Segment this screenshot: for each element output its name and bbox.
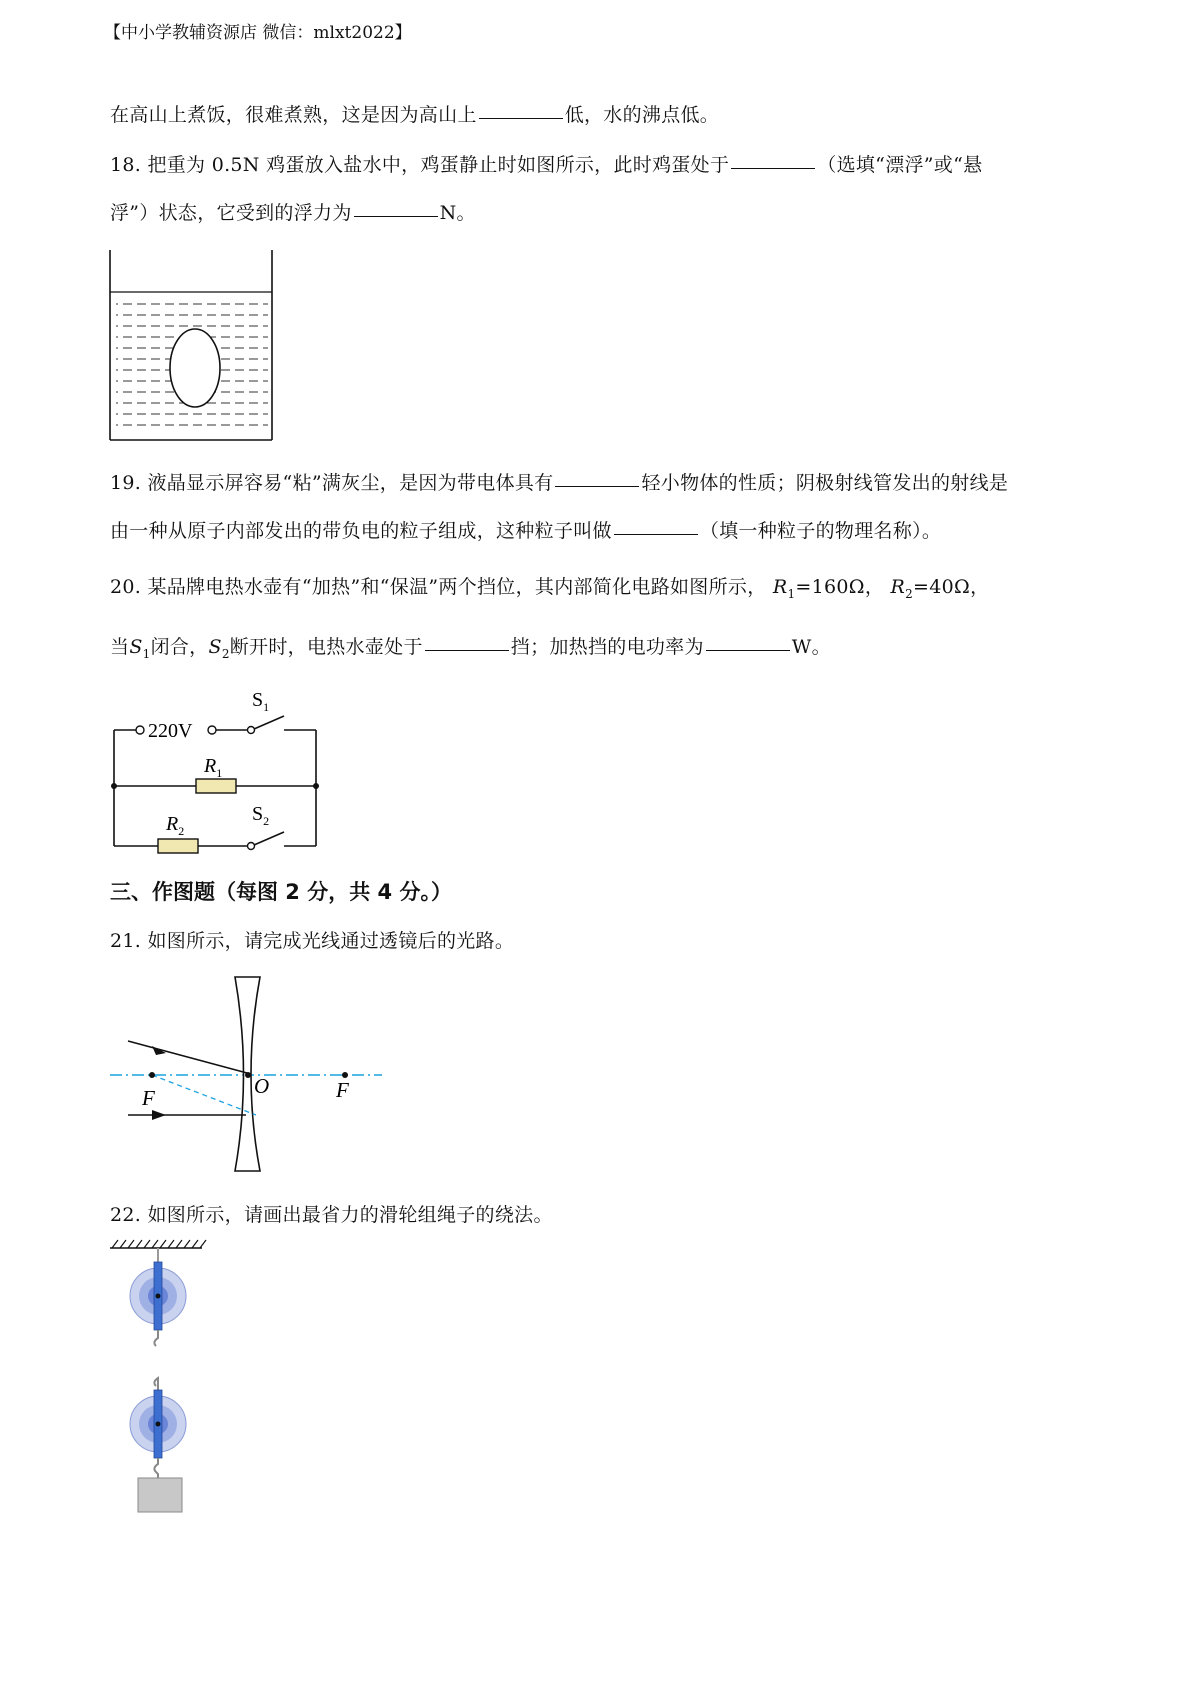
r2-value: =40Ω， <box>913 576 990 598</box>
q20-part-a: 20. 某品牌电热水壶有“加热”和“保温”两个挡位，其内部简化电路如图所示， <box>110 576 767 598</box>
q19-line-1 <box>110 468 1008 495</box>
q18-blank-1 <box>731 167 815 169</box>
s1-symbol: S <box>129 636 143 658</box>
q20-line-2 <box>110 632 831 661</box>
q19-part-c: 由一种从原子内部发出的带负电的粒子组成，这种粒子叫做 <box>110 520 612 542</box>
voltage-label: 220V <box>148 720 193 742</box>
r2-subscript: 2 <box>905 586 914 601</box>
q18-part-a: 18. 把重为 0.5N 鸡蛋放入盐水中，鸡蛋静止时如图所示，此时鸡蛋处于 <box>110 154 730 176</box>
q18-part-b: （选填“漂浮”或“悬 <box>817 154 983 176</box>
q20-blank-1 <box>425 649 509 651</box>
beaker-egg-figure <box>100 248 280 448</box>
header-watermark: 【中小学教辅资源店 微信：mlxt2022】 <box>104 23 412 43</box>
r2-symbol: R <box>890 576 906 598</box>
q18-part-d: N。 <box>439 202 476 224</box>
q18-line-2 <box>110 198 476 225</box>
q20-blank-2 <box>706 649 790 651</box>
movable-pulley <box>130 1378 186 1478</box>
fixed-pulley <box>130 1248 186 1346</box>
q21-text: 21. 如图所示，请完成光线通过透镜后的光路。 <box>110 930 515 952</box>
egg-shape <box>170 329 220 407</box>
q20-part-a2: 当 <box>110 636 130 658</box>
q19-blank-1 <box>555 485 639 487</box>
s2-symbol: S <box>208 636 222 658</box>
q19-blank-2 <box>614 533 698 535</box>
r1-subscript: 1 <box>787 586 796 601</box>
circuit-figure <box>100 680 330 855</box>
q20-part-c: 断开时，电热水壶处于 <box>229 636 423 658</box>
arrow-lower <box>152 1110 166 1120</box>
s1-subscript: 1 <box>142 646 151 661</box>
r1-label: $R_1$ <box>204 755 223 780</box>
q20-part-e: W。 <box>791 636 831 658</box>
q22-text: 22. 如图所示，请画出最省力的滑轮组绳子的绕法。 <box>110 1204 553 1226</box>
q18-part-c: 浮”）状态，它受到的浮力为 <box>110 202 352 224</box>
r2-label: $R_2$ <box>166 813 185 838</box>
pulley-figure <box>100 1238 220 1508</box>
resistor-r2 <box>158 839 198 853</box>
q20-line-1 <box>110 572 989 601</box>
weight-block <box>138 1478 182 1512</box>
s1-label: $S_1$ <box>252 689 270 714</box>
section-title: 三、作图题（每图 2 分，共 4 分。） <box>110 880 452 904</box>
q20-part-b: 闭合， <box>150 636 209 658</box>
r1-value: =160Ω， <box>795 576 885 598</box>
q17-text <box>110 100 719 127</box>
q20-part-d: 挡；加热挡的电功率为 <box>510 636 704 658</box>
r1-symbol: R <box>772 576 788 598</box>
q18-line-1 <box>110 150 982 177</box>
q17-part-a: 在高山上煮饭，很难煮熟，这是因为高山上 <box>110 104 477 126</box>
s2-label: $S_2$ <box>252 803 270 828</box>
q17-blank <box>479 117 563 119</box>
q19-part-d: （填一种粒子的物理名称）。 <box>699 520 942 542</box>
q18-blank-2 <box>354 215 438 217</box>
focus-left-label: F <box>142 1086 155 1110</box>
lens-figure <box>100 975 400 1175</box>
s2-subscript: 2 <box>221 646 230 661</box>
q19-line-2 <box>110 516 941 543</box>
q19-part-a: 19. 液晶显示屏容易“粘”满灰尘，是因为带电体具有 <box>110 472 554 494</box>
focus-right-label: F <box>336 1078 349 1102</box>
optical-center-label: O <box>254 1074 270 1098</box>
resistor-r1 <box>196 779 236 793</box>
q17-part-b: 低，水的沸点低。 <box>564 104 720 126</box>
q19-part-b: 轻小物体的性质；阴极射线管发出的射线是 <box>641 472 1009 494</box>
